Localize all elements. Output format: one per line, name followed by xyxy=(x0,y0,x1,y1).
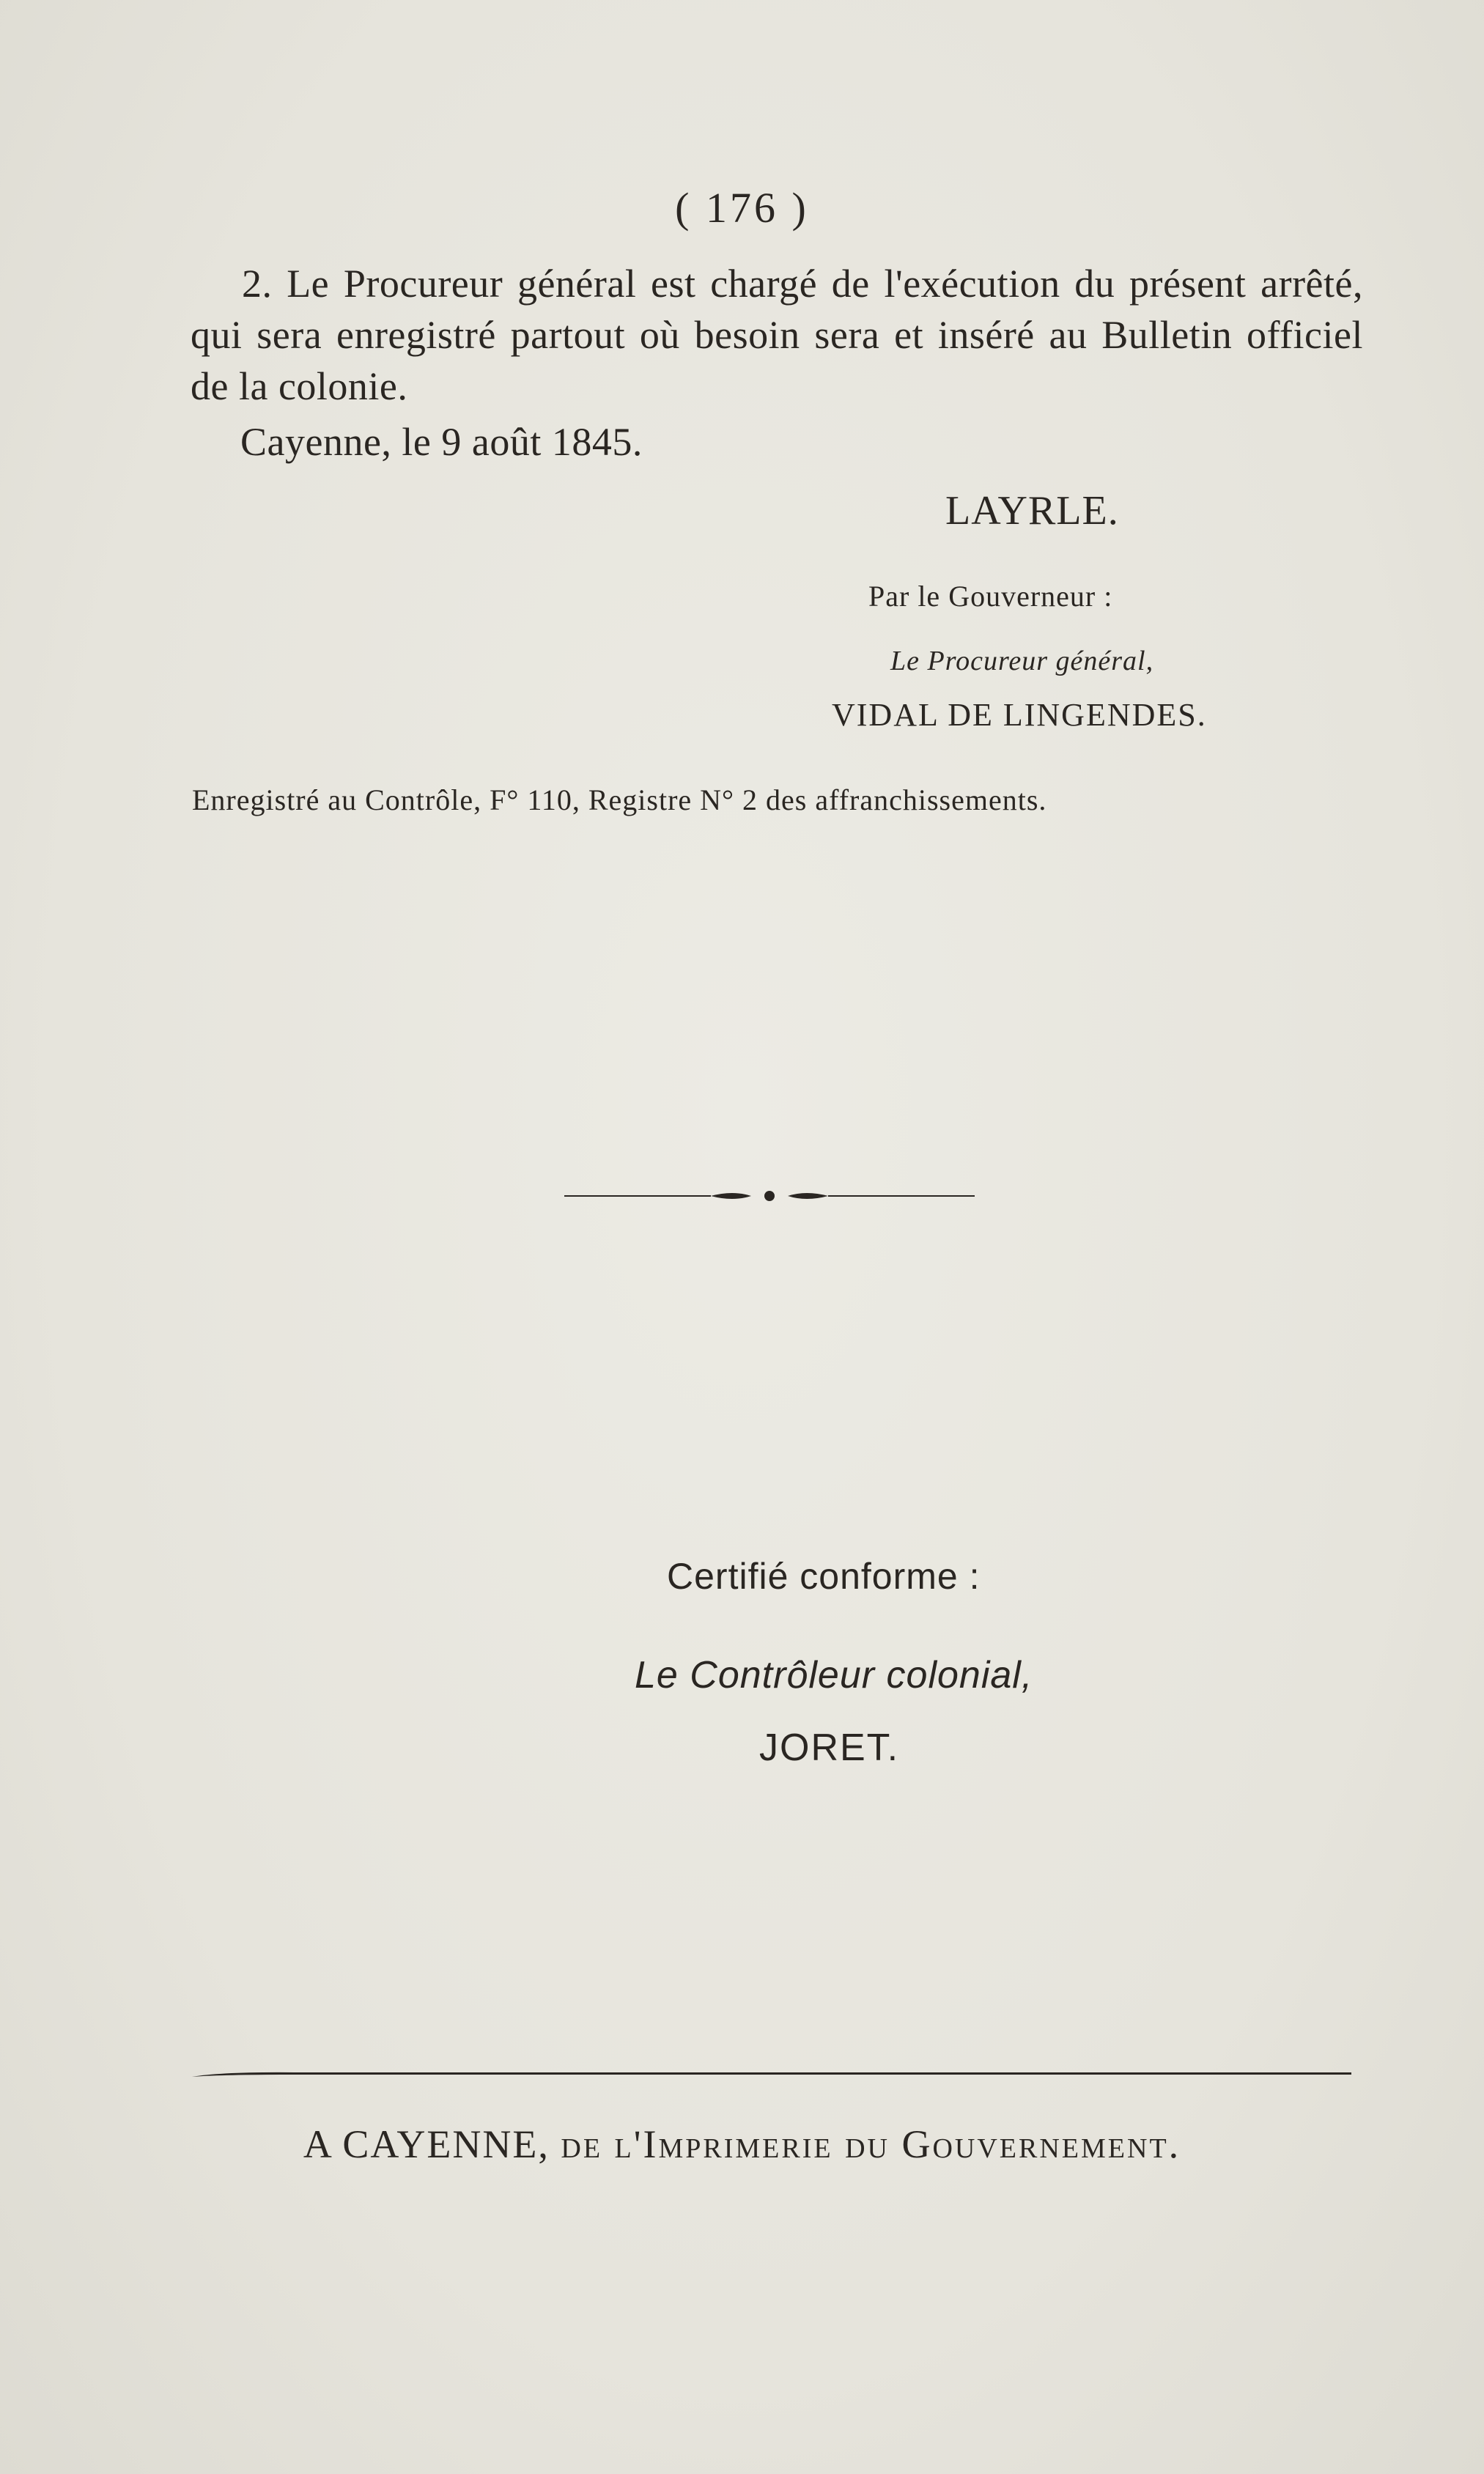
bottom-rule xyxy=(192,2071,1351,2078)
printer-imprint xyxy=(0,2122,1484,2167)
by-governor-line: Par le Gouverneur : xyxy=(868,580,1113,613)
controller-name: JORET. xyxy=(759,1727,900,1769)
imprint-place: A CAYENNE, xyxy=(303,2122,550,2166)
article-paragraph: 2. Le Procureur général est chargé de l'exécution du présent arrêté, qui sera enregistré partout où besoin sera et inséré au Bulletin officiel de la colonie. xyxy=(191,262,1363,408)
official-name: VIDAL DE LINGENDES. xyxy=(832,697,1207,733)
controller-title: Le Contrôleur colonial, xyxy=(635,1654,1033,1696)
ornament-divider xyxy=(564,1181,975,1211)
official-title: Le Procureur général, xyxy=(890,646,1154,676)
imprint-publisher: de l'Imprimerie du Gouvernement. xyxy=(561,2122,1181,2166)
certified-line: Certifié conforme : xyxy=(667,1556,981,1597)
governor-signature: LAYRLE. xyxy=(945,488,1119,533)
dateline: Cayenne, le 9 août 1845. xyxy=(240,420,643,464)
page-number: ( 176 ) xyxy=(675,184,809,232)
registration-note: Enregistré au Contrôle, F° 110, Registre N° 2 des affranchissements. xyxy=(192,783,1047,816)
